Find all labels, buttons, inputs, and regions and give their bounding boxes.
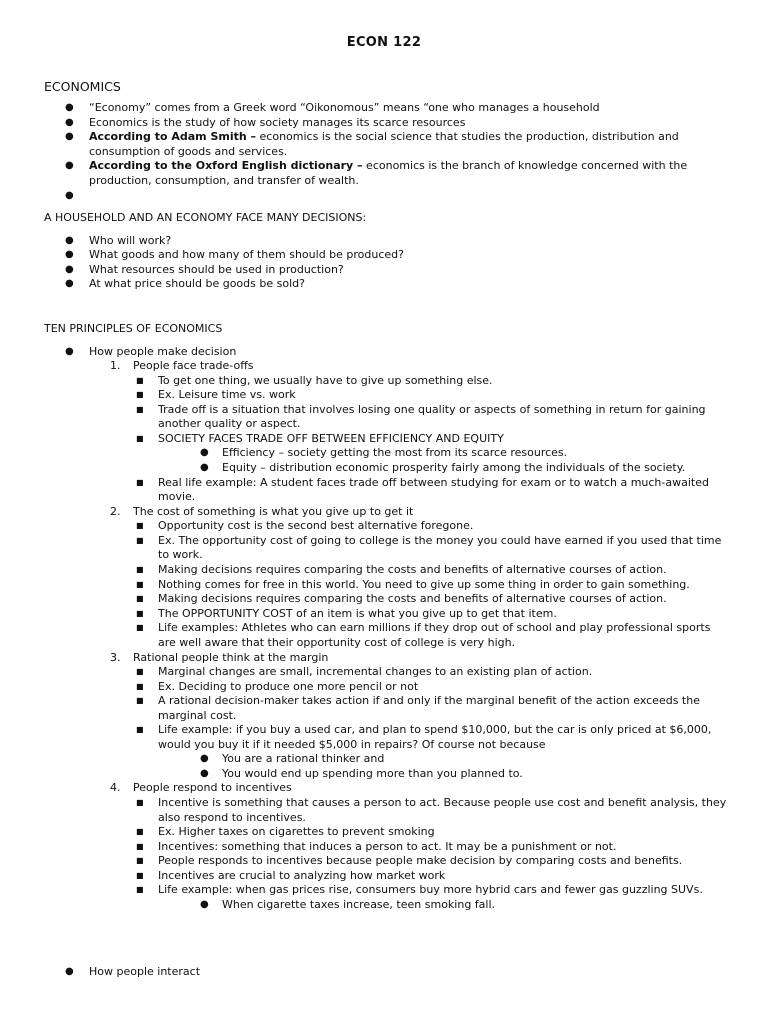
square-bullet-icon: ■ bbox=[136, 871, 144, 880]
principle-title: Rational people think at the margin bbox=[133, 651, 329, 664]
list-item: Life examples: Athletes who can earn millions if they drop out of school and play professional sports bbox=[158, 621, 711, 634]
square-bullet-icon: ■ bbox=[136, 885, 144, 894]
group-heading: How people make decision bbox=[89, 345, 237, 358]
square-bullet-icon: ■ bbox=[136, 696, 144, 705]
bullet-icon: ● bbox=[200, 753, 209, 764]
list-item: Real life example: A student faces trade off between studying for exam or to watch a much-awaited bbox=[158, 476, 709, 489]
list-item: Equity – distribution economic prosperity fairly among the individuals of the society. bbox=[222, 461, 686, 474]
square-bullet-icon: ■ bbox=[136, 667, 144, 676]
square-bullet-icon: ■ bbox=[136, 376, 144, 385]
document-title: ECON 122 bbox=[346, 35, 422, 50]
list-item: Incentives: something that induces a person to act. It may be a punishment or not. bbox=[158, 840, 617, 853]
list-item-continued: also respond to incentives. bbox=[158, 811, 306, 824]
square-bullet-icon: ■ bbox=[136, 405, 144, 414]
list-item: “Economy” comes from a Greek word “Oikonomous” means “one who manages a household bbox=[89, 101, 600, 114]
section-heading-economics: ECONOMICS bbox=[44, 79, 121, 94]
square-bullet-icon: ■ bbox=[136, 580, 144, 589]
bullet-icon: ● bbox=[65, 278, 74, 289]
square-bullet-icon: ■ bbox=[136, 856, 144, 865]
bullet-icon: ● bbox=[65, 131, 74, 142]
list-item-continued: to work. bbox=[158, 548, 203, 561]
square-bullet-icon: ■ bbox=[136, 536, 144, 545]
bullet-icon: ● bbox=[200, 462, 209, 473]
list-item: You would end up spending more than you planned to. bbox=[222, 767, 523, 780]
list-item: What goods and how many of them should be produced? bbox=[89, 248, 405, 261]
list-item bbox=[89, 159, 687, 174]
list-item: SOCIETY FACES TRADE OFF BETWEEN EFFICIENCY AND EQUITY bbox=[158, 432, 504, 445]
square-bullet-icon: ■ bbox=[136, 609, 144, 618]
list-item: Trade off is a situation that involves losing one quality or aspects of something in return for gaining bbox=[158, 403, 706, 416]
oxford-text: economics is the branch of knowledge concerned with the bbox=[362, 159, 688, 172]
square-bullet-icon: ■ bbox=[136, 594, 144, 603]
list-number: 2. bbox=[110, 505, 121, 518]
list-number: 4. bbox=[110, 781, 121, 794]
bullet-icon: ● bbox=[65, 249, 74, 260]
list-item-continued: production, consumption, and transfer of wealth. bbox=[89, 174, 359, 187]
list-item: What resources should be used in production? bbox=[89, 263, 344, 276]
list-item-continued: movie. bbox=[158, 490, 196, 503]
section-heading-principles: TEN PRINCIPLES OF ECONOMICS bbox=[44, 322, 223, 335]
principle-title: The cost of something is what you give up to get it bbox=[133, 505, 414, 518]
list-item: Life example: when gas prices rise, consumers buy more hybrid cars and fewer gas guzzling SUVs. bbox=[158, 883, 703, 896]
bullet-icon: ● bbox=[200, 768, 209, 779]
bullet-icon: ● bbox=[65, 190, 74, 201]
bullet-icon: ● bbox=[65, 117, 74, 128]
list-item-continued: consumption of goods and services. bbox=[89, 145, 288, 158]
adam-smith-label: According to Adam Smith – bbox=[89, 130, 257, 143]
bullet-icon: ● bbox=[65, 966, 74, 977]
list-item: Ex. Higher taxes on cigarettes to prevent smoking bbox=[158, 825, 435, 838]
list-item: Efficiency – society getting the most from its scarce resources. bbox=[222, 446, 568, 459]
list-item: Incentives are crucial to analyzing how market work bbox=[158, 869, 446, 882]
square-bullet-icon: ■ bbox=[136, 827, 144, 836]
oxford-label: According to the Oxford English dictionary – bbox=[89, 159, 363, 172]
bullet-icon: ● bbox=[65, 102, 74, 113]
list-item: A rational decision-maker takes action if and only if the marginal benefit of the action exceeds the bbox=[158, 694, 700, 707]
bullet-icon: ● bbox=[65, 235, 74, 246]
bullet-icon: ● bbox=[65, 264, 74, 275]
list-item-continued: would you buy it if it needed $5,000 in repairs? Of course not because bbox=[158, 738, 546, 751]
square-bullet-icon: ■ bbox=[136, 725, 144, 734]
bullet-icon: ● bbox=[200, 899, 209, 910]
list-item: Ex. The opportunity cost of going to college is the money you could have earned if you used that time bbox=[158, 534, 722, 547]
square-bullet-icon: ■ bbox=[136, 798, 144, 807]
list-item bbox=[89, 130, 679, 145]
list-item: Life example: if you buy a used car, and plan to spend $10,000, but the car is only priced at $6,000, bbox=[158, 723, 712, 736]
square-bullet-icon: ■ bbox=[136, 682, 144, 691]
list-item-continued: are well aware that their opportunity cost of college is very high. bbox=[158, 636, 516, 649]
square-bullet-icon: ■ bbox=[136, 623, 144, 632]
principle-title: People face trade-offs bbox=[133, 359, 254, 372]
list-item: Who will work? bbox=[89, 234, 172, 247]
list-item: Marginal changes are small, incremental changes to an existing plan of action. bbox=[158, 665, 593, 678]
list-number: 1. bbox=[110, 359, 121, 372]
list-item: When cigarette taxes increase, teen smoking fall. bbox=[222, 898, 496, 911]
list-item: At what price should be goods be sold? bbox=[89, 277, 305, 290]
square-bullet-icon: ■ bbox=[136, 390, 144, 399]
list-item: Making decisions requires comparing the costs and benefits of alternative courses of action. bbox=[158, 563, 667, 576]
list-item: You are a rational thinker and bbox=[222, 752, 385, 765]
list-item: Nothing comes for free in this world. You need to give up some thing in order to gain something. bbox=[158, 578, 690, 591]
square-bullet-icon: ■ bbox=[136, 565, 144, 574]
list-item: People responds to incentives because people make decision by comparing costs and benefits. bbox=[158, 854, 683, 867]
square-bullet-icon: ■ bbox=[136, 478, 144, 487]
list-item-continued: another quality or aspect. bbox=[158, 417, 301, 430]
square-bullet-icon: ■ bbox=[136, 521, 144, 530]
list-item-continued: marginal cost. bbox=[158, 709, 237, 722]
bullet-icon: ● bbox=[200, 447, 209, 458]
principle-title: People respond to incentives bbox=[133, 781, 292, 794]
square-bullet-icon: ■ bbox=[136, 434, 144, 443]
list-number: 3. bbox=[110, 651, 121, 664]
list-item: Incentive is something that causes a person to act. Because people use cost and benefit analysis, they bbox=[158, 796, 727, 809]
square-bullet-icon: ■ bbox=[136, 842, 144, 851]
list-item: To get one thing, we usually have to give up something else. bbox=[158, 374, 493, 387]
group-heading: How people interact bbox=[89, 965, 201, 978]
list-item: The OPPORTUNITY COST of an item is what you give up to get that item. bbox=[158, 607, 557, 620]
list-item: Ex. Deciding to produce one more pencil or not bbox=[158, 680, 419, 693]
bullet-icon: ● bbox=[65, 346, 74, 357]
list-item: Making decisions requires comparing the costs and benefits of alternative courses of action. bbox=[158, 592, 667, 605]
section-heading-household: A HOUSEHOLD AND AN ECONOMY FACE MANY DECISIONS: bbox=[44, 211, 367, 224]
bullet-icon: ● bbox=[65, 160, 74, 171]
list-item: Economics is the study of how society manages its scarce resources bbox=[89, 116, 466, 129]
list-item: Opportunity cost is the second best alternative foregone. bbox=[158, 519, 474, 532]
list-item: Ex. Leisure time vs. work bbox=[158, 388, 296, 401]
adam-smith-text: economics is the social science that studies the production, distribution and bbox=[256, 130, 679, 143]
